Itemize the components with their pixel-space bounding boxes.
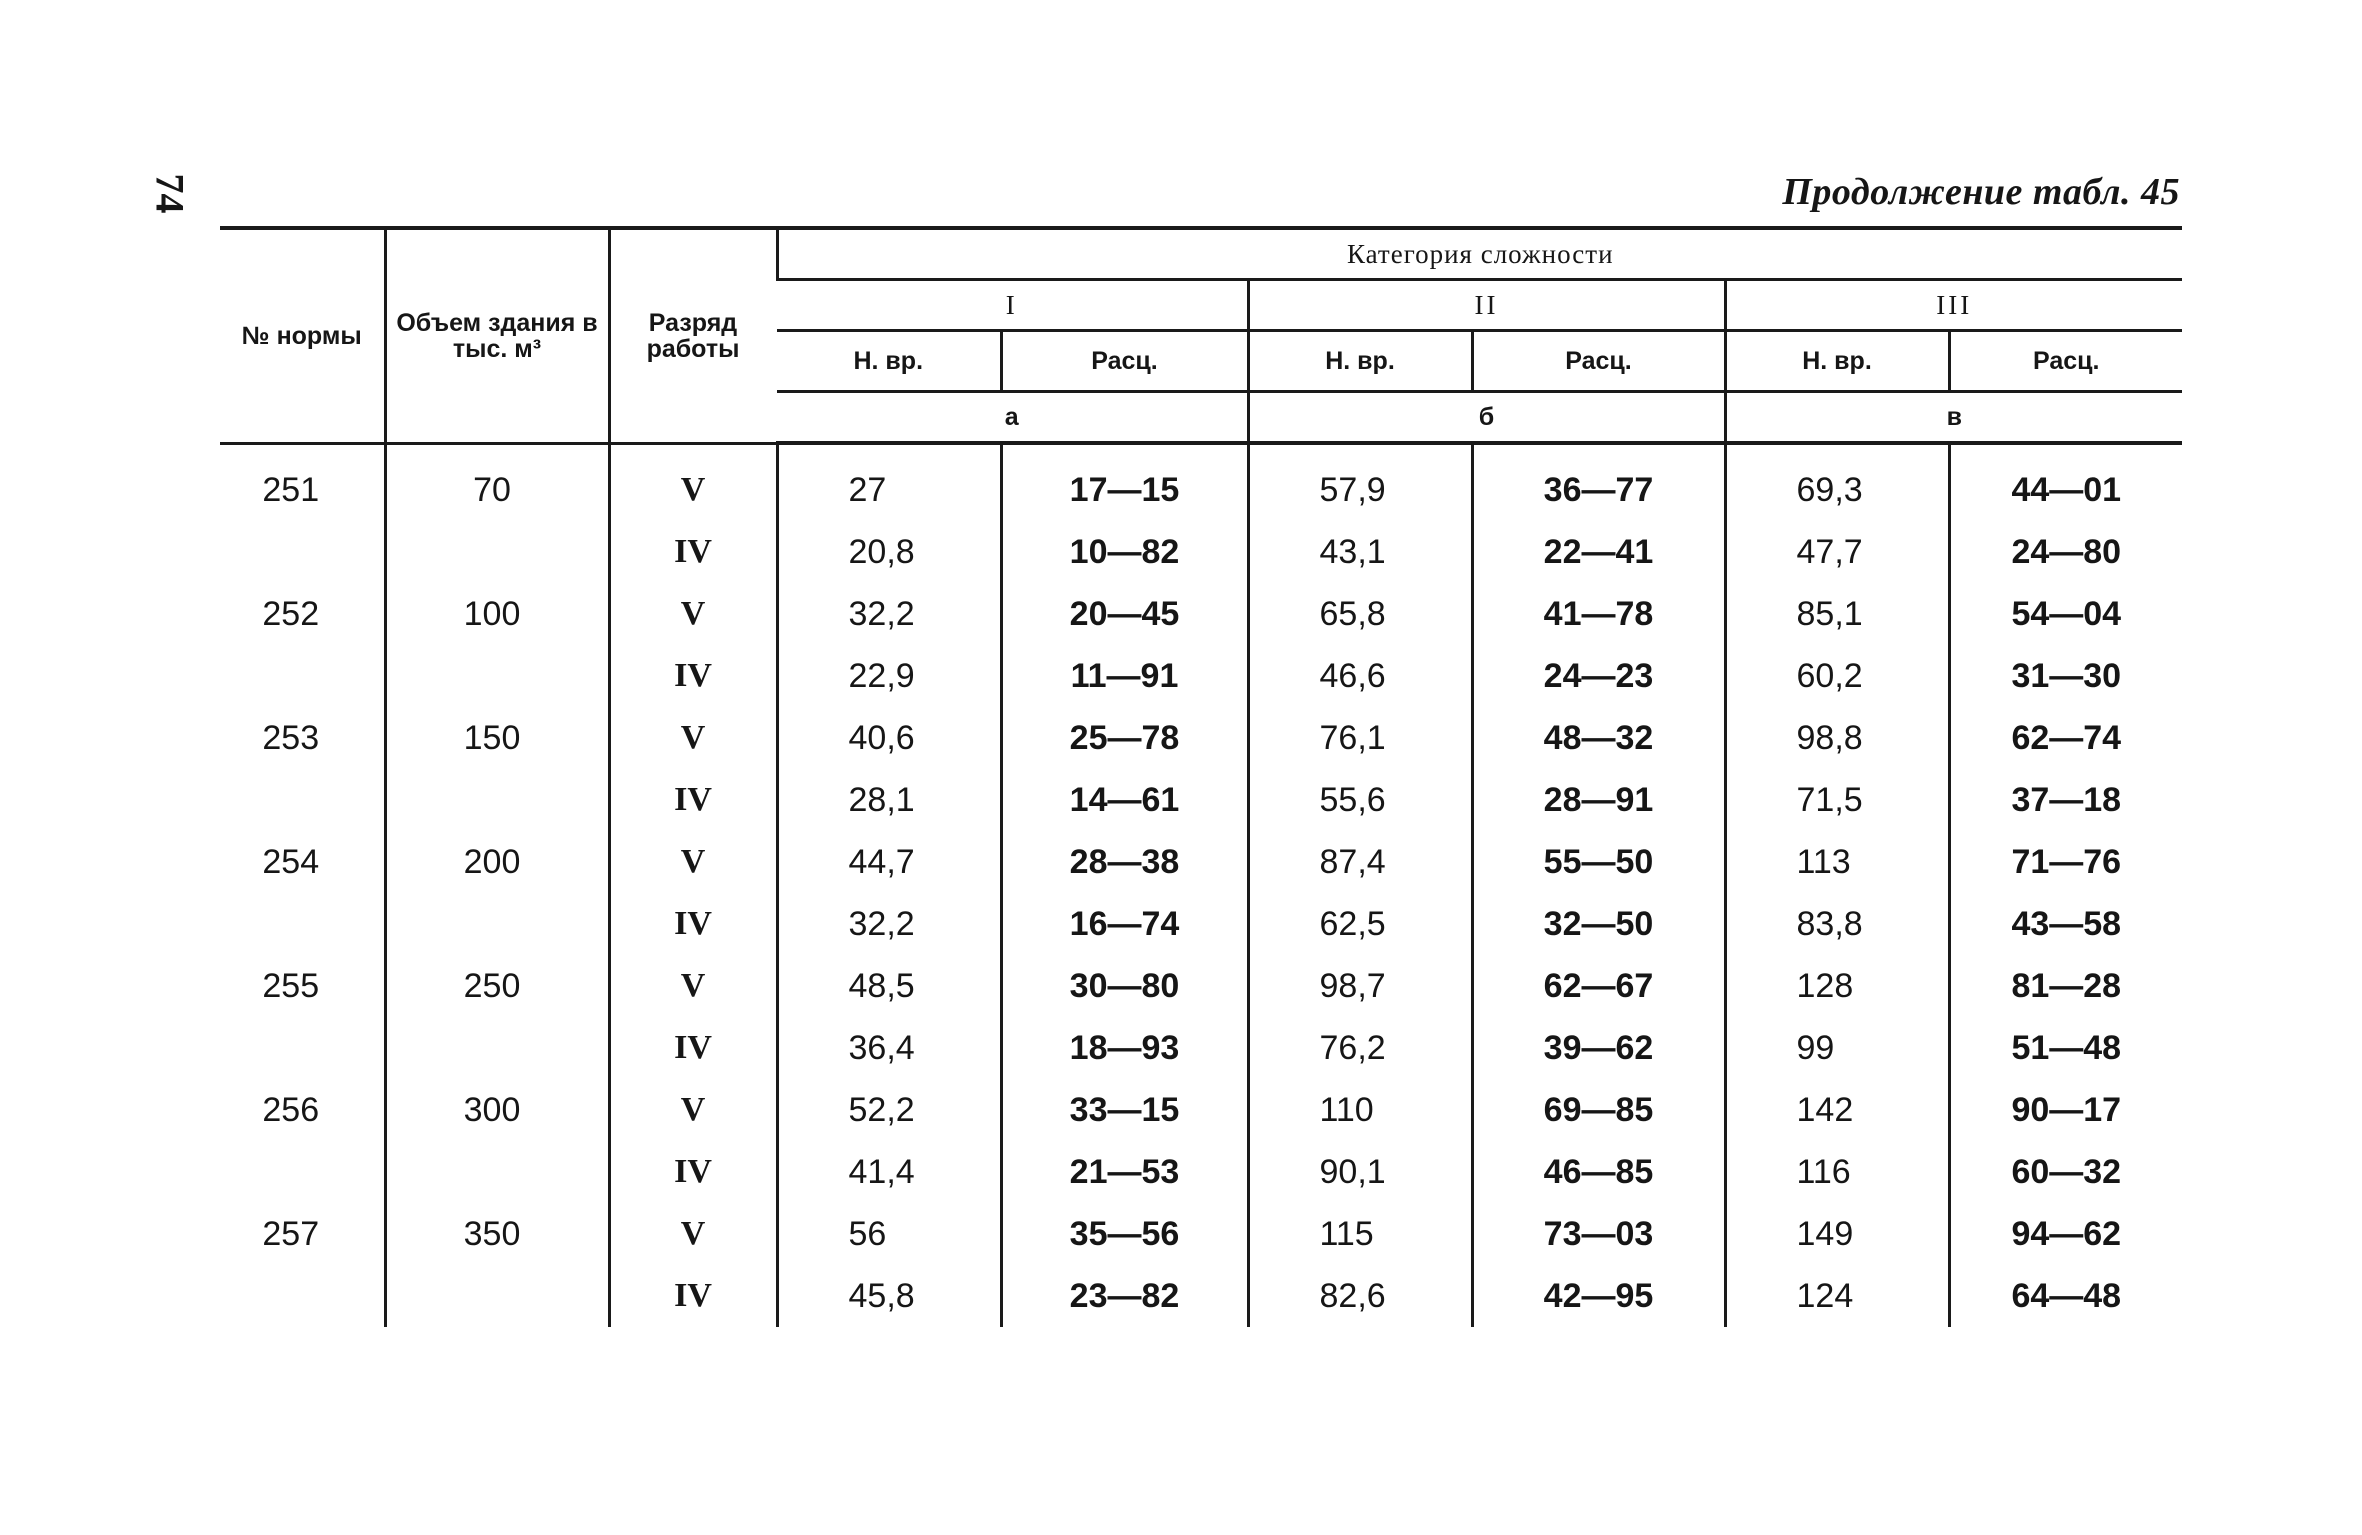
header-pay-3: Расц. xyxy=(1949,331,2182,392)
pay-cat1-cell: 33—15 xyxy=(1001,1079,1248,1141)
volume-cell xyxy=(385,893,609,955)
time-cat3-cell: 85,1 xyxy=(1725,583,1949,645)
grade-cell: IV xyxy=(609,1141,777,1203)
pay-cat1-cell: 25—78 xyxy=(1001,707,1248,769)
pay-cat1-cell: 28—38 xyxy=(1001,831,1248,893)
header-letter-v: в xyxy=(1725,392,2182,444)
time-cat2-cell: 65,8 xyxy=(1248,583,1472,645)
time-cat3-cell: 47,7 xyxy=(1725,521,1949,583)
time-cat3-cell: 69,3 xyxy=(1725,443,1949,521)
time-cat3-cell: 98,8 xyxy=(1725,707,1949,769)
volume-cell: 70 xyxy=(385,443,609,521)
time-cat2-cell: 46,6 xyxy=(1248,645,1472,707)
header-category: Категория сложности xyxy=(777,228,2182,280)
grade-cell: V xyxy=(609,443,777,521)
time-cat1-cell: 32,2 xyxy=(777,583,1001,645)
grade-cell: V xyxy=(609,1079,777,1141)
time-cat3-cell: 113 xyxy=(1725,831,1949,893)
time-cat1-cell: 52,2 xyxy=(777,1079,1001,1141)
table-row xyxy=(220,707,2182,769)
pay-cat1-cell: 14—61 xyxy=(1001,769,1248,831)
pay-cat3-cell: 62—74 xyxy=(1949,707,2182,769)
time-cat2-cell: 87,4 xyxy=(1248,831,1472,893)
grade-cell: IV xyxy=(609,769,777,831)
time-cat2-cell: 76,2 xyxy=(1248,1017,1472,1079)
header-pay-1: Расц. xyxy=(1001,331,1248,392)
header-volume: Объем здания в тыс. м³ xyxy=(385,228,609,443)
norm-number-cell xyxy=(220,1017,385,1079)
norm-number-cell: 257 xyxy=(262,1215,320,1253)
time-cat2-cell: 90,1 xyxy=(1248,1141,1472,1203)
header-category-3: III xyxy=(1725,280,2182,331)
table-row xyxy=(220,1017,2182,1079)
table-row xyxy=(220,831,2182,893)
time-cat2-cell: 43,1 xyxy=(1248,521,1472,583)
volume-cell: 300 xyxy=(385,1079,609,1141)
pay-cat3-cell: 24—80 xyxy=(1949,521,2182,583)
table-caption: Продолжение табл. 45 xyxy=(1782,171,2180,213)
time-cat1-cell: 36,4 xyxy=(777,1017,1001,1079)
norm-number-cell: 251 xyxy=(262,470,320,509)
time-cat3-cell: 71,5 xyxy=(1725,769,1949,831)
grade-cell: IV xyxy=(609,521,777,583)
grade-cell: IV xyxy=(609,1017,777,1079)
volume-cell xyxy=(385,521,609,583)
volume-cell xyxy=(385,1265,609,1327)
norm-number-cell xyxy=(220,521,385,583)
pay-cat2-cell: 36—77 xyxy=(1472,443,1725,521)
grade-cell: V xyxy=(609,831,777,893)
pay-cat1-cell: 10—82 xyxy=(1001,521,1248,583)
volume-cell: 250 xyxy=(385,955,609,1017)
time-cat3-cell: 149 xyxy=(1725,1203,1949,1265)
pay-cat2-cell: 48—32 xyxy=(1472,707,1725,769)
pay-cat1-cell: 16—74 xyxy=(1001,893,1248,955)
table-row xyxy=(220,1141,2182,1203)
grade-cell: IV xyxy=(609,1265,777,1327)
pay-cat3-cell: 81—28 xyxy=(1949,955,2182,1017)
norm-number-cell xyxy=(220,1141,385,1203)
time-cat1-cell: 20,8 xyxy=(777,521,1001,583)
time-cat3-cell: 116 xyxy=(1725,1141,1949,1203)
grade-cell: IV xyxy=(609,645,777,707)
pay-cat2-cell: 22—41 xyxy=(1472,521,1725,583)
time-cat2-cell: 98,7 xyxy=(1248,955,1472,1017)
table-row xyxy=(220,955,2182,1017)
grade-cell: V xyxy=(609,707,777,769)
table-row xyxy=(220,443,2182,521)
volume-cell: 100 xyxy=(385,583,609,645)
header-letter-b: б xyxy=(1248,392,1725,444)
norm-number-cell xyxy=(220,893,385,955)
pay-cat3-cell: 64—48 xyxy=(1949,1265,2182,1327)
pay-cat2-cell: 73—03 xyxy=(1472,1203,1725,1265)
time-cat2-cell: 62,5 xyxy=(1248,893,1472,955)
time-cat2-cell: 82,6 xyxy=(1248,1265,1472,1327)
table-row xyxy=(220,645,2182,707)
time-cat1-cell: 32,2 xyxy=(777,893,1001,955)
norm-number-cell: 253 xyxy=(262,719,320,757)
pay-cat3-cell: 90—17 xyxy=(1949,1079,2182,1141)
grade-cell: V xyxy=(609,583,777,645)
time-cat2-cell: 115 xyxy=(1248,1203,1472,1265)
header-time-2: Н. вр. xyxy=(1248,331,1472,392)
time-cat3-cell: 128 xyxy=(1725,955,1949,1017)
grade-cell: V xyxy=(609,1203,777,1265)
pay-cat1-cell: 23—82 xyxy=(1001,1265,1248,1327)
time-cat3-cell: 99 xyxy=(1725,1017,1949,1079)
norm-number-cell: 254 xyxy=(262,843,320,881)
table-row xyxy=(220,583,2182,645)
time-cat3-cell: 83,8 xyxy=(1725,893,1949,955)
norm-number-cell xyxy=(220,1265,385,1327)
grade-cell: V xyxy=(609,955,777,1017)
table-row xyxy=(220,893,2182,955)
table-row xyxy=(220,1203,2182,1265)
table-header xyxy=(220,228,2182,443)
header-time-3: Н. вр. xyxy=(1725,331,1949,392)
time-cat1-cell: 27 xyxy=(777,443,1001,521)
time-cat3-cell: 60,2 xyxy=(1725,645,1949,707)
pay-cat3-cell: 43—58 xyxy=(1949,893,2182,955)
header-norm-no: № нормы xyxy=(220,228,385,443)
table-row xyxy=(220,1265,2182,1327)
time-cat2-cell: 110 xyxy=(1248,1079,1472,1141)
pay-cat3-cell: 71—76 xyxy=(1949,831,2182,893)
pay-cat2-cell: 32—50 xyxy=(1472,893,1725,955)
norms-table-container xyxy=(220,226,2182,1327)
pay-cat2-cell: 69—85 xyxy=(1472,1079,1725,1141)
pay-cat2-cell: 46—85 xyxy=(1472,1141,1725,1203)
time-cat3-cell: 142 xyxy=(1725,1079,1949,1141)
table-body xyxy=(220,443,2182,1327)
volume-cell: 150 xyxy=(385,707,609,769)
pay-cat3-cell: 94—62 xyxy=(1949,1203,2182,1265)
pay-cat3-cell: 54—04 xyxy=(1949,583,2182,645)
pay-cat2-cell: 28—91 xyxy=(1472,769,1725,831)
header-grade: Разряд работы xyxy=(609,228,777,443)
time-cat2-cell: 55,6 xyxy=(1248,769,1472,831)
time-cat1-cell: 45,8 xyxy=(777,1265,1001,1327)
pay-cat1-cell: 18—93 xyxy=(1001,1017,1248,1079)
header-category-1: I xyxy=(777,280,1248,331)
header-time-1: Н. вр. xyxy=(777,331,1001,392)
pay-cat1-cell: 20—45 xyxy=(1001,583,1248,645)
time-cat2-cell: 57,9 xyxy=(1248,443,1472,521)
norm-number-cell: 255 xyxy=(262,967,320,1005)
volume-cell: 200 xyxy=(385,831,609,893)
time-cat2-cell: 76,1 xyxy=(1248,707,1472,769)
pay-cat2-cell: 39—62 xyxy=(1472,1017,1725,1079)
header-letter-a: а xyxy=(777,392,1248,444)
norm-number-cell: 252 xyxy=(262,595,320,633)
norms-table xyxy=(220,226,2182,1327)
table-row xyxy=(220,521,2182,583)
volume-cell xyxy=(385,769,609,831)
table-row xyxy=(220,769,2182,831)
pay-cat2-cell: 41—78 xyxy=(1472,583,1725,645)
norm-number-cell xyxy=(220,645,385,707)
pay-cat1-cell: 17—15 xyxy=(1001,443,1248,521)
time-cat1-cell: 41,4 xyxy=(777,1141,1001,1203)
time-cat1-cell: 28,1 xyxy=(777,769,1001,831)
pay-cat2-cell: 24—23 xyxy=(1472,645,1725,707)
grade-cell: IV xyxy=(609,893,777,955)
volume-cell: 350 xyxy=(385,1203,609,1265)
pay-cat2-cell: 42—95 xyxy=(1472,1265,1725,1327)
pay-cat3-cell: 37—18 xyxy=(1949,769,2182,831)
pay-cat3-cell: 60—32 xyxy=(1949,1141,2182,1203)
page-number: 74 xyxy=(147,173,193,214)
pay-cat3-cell: 31—30 xyxy=(1949,645,2182,707)
time-cat3-cell: 124 xyxy=(1725,1265,1949,1327)
time-cat1-cell: 56 xyxy=(777,1203,1001,1265)
pay-cat3-cell: 44—01 xyxy=(1949,443,2182,521)
header-pay-2: Расц. xyxy=(1472,331,1725,392)
pay-cat1-cell: 30—80 xyxy=(1001,955,1248,1017)
pay-cat2-cell: 55—50 xyxy=(1472,831,1725,893)
pay-cat1-cell: 35—56 xyxy=(1001,1203,1248,1265)
table-row xyxy=(220,1079,2182,1141)
norm-number-cell: 256 xyxy=(262,1091,320,1129)
header-category-2: II xyxy=(1248,280,1725,331)
norm-number-cell xyxy=(220,769,385,831)
time-cat1-cell: 22,9 xyxy=(777,645,1001,707)
pay-cat1-cell: 21—53 xyxy=(1001,1141,1248,1203)
pay-cat3-cell: 51—48 xyxy=(1949,1017,2182,1079)
volume-cell xyxy=(385,645,609,707)
time-cat1-cell: 40,6 xyxy=(777,707,1001,769)
pay-cat2-cell: 62—67 xyxy=(1472,955,1725,1017)
time-cat1-cell: 44,7 xyxy=(777,831,1001,893)
volume-cell xyxy=(385,1017,609,1079)
volume-cell xyxy=(385,1141,609,1203)
time-cat1-cell: 48,5 xyxy=(777,955,1001,1017)
pay-cat1-cell: 11—91 xyxy=(1001,645,1248,707)
